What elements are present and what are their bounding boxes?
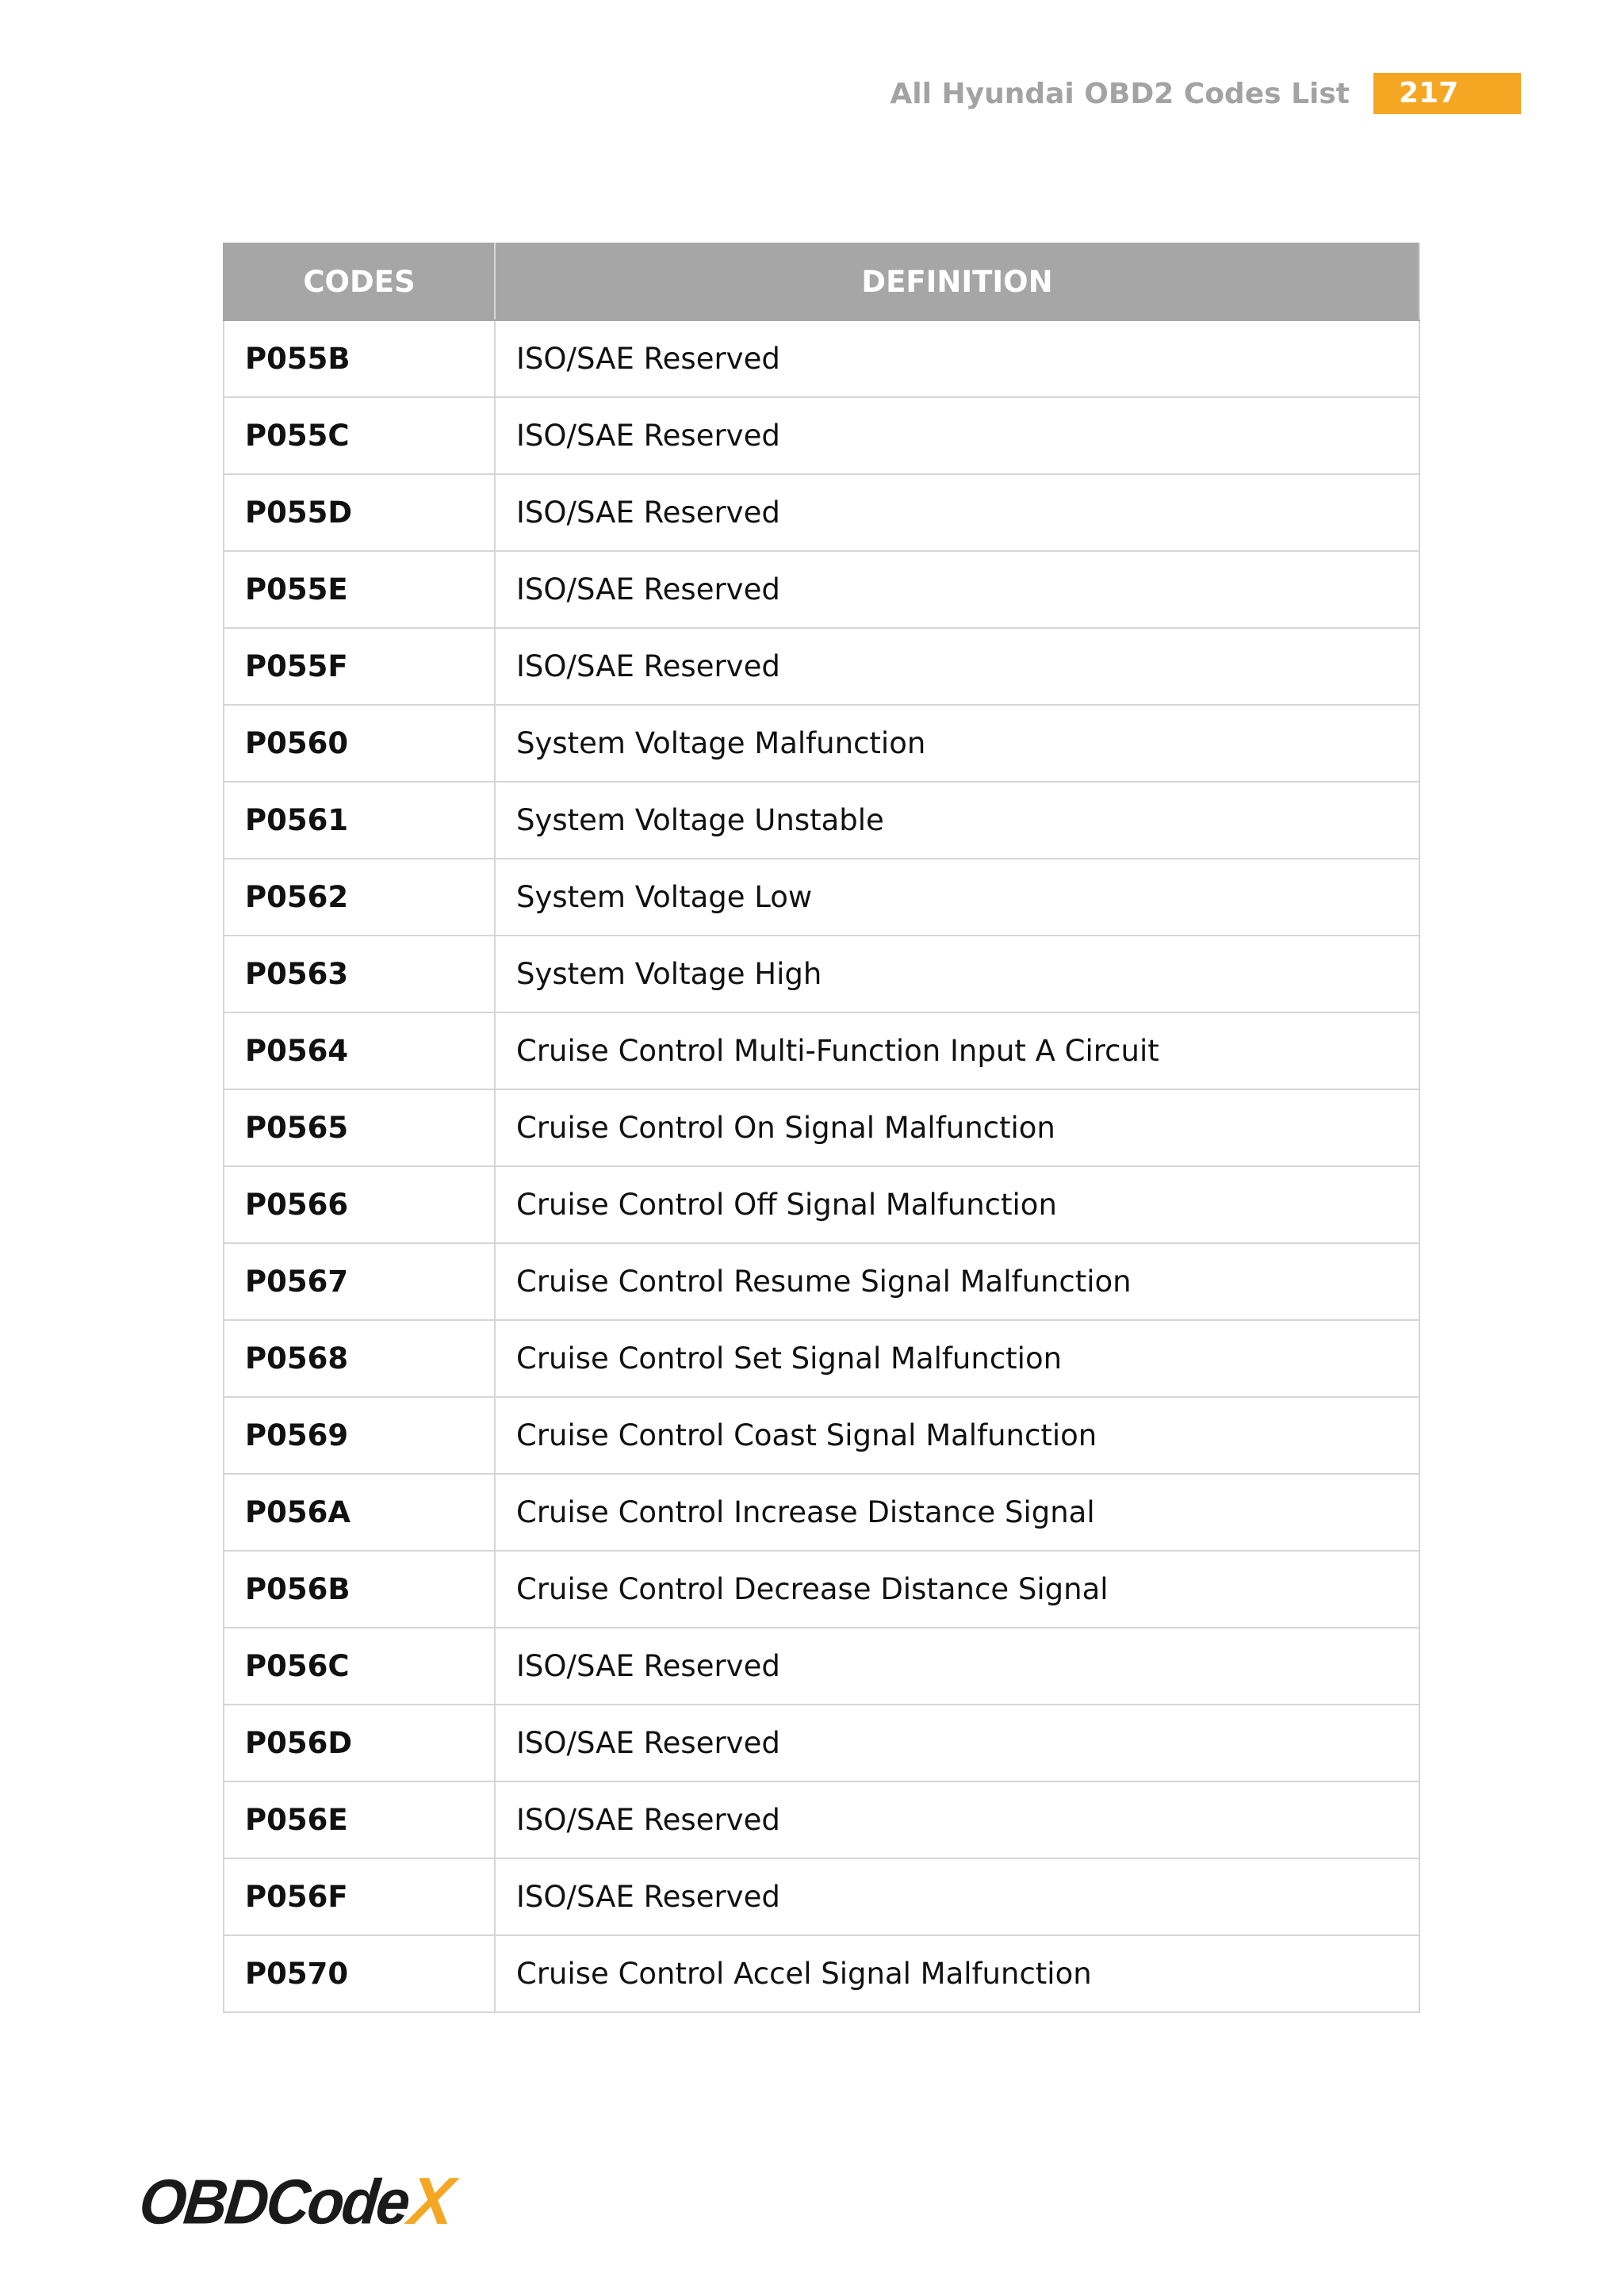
code-cell: P056C [224,1628,495,1705]
table-header-row [224,243,1419,320]
code-cell: P056E [224,1781,495,1858]
code-cell: P055D [224,474,495,551]
table-row [224,320,1419,397]
definition-cell: ISO/SAE Reserved [495,1705,1419,1781]
definition-cell: System Voltage Unstable [495,782,1419,859]
code-cell: P0564 [224,1012,495,1089]
document-title: All Hyundai OBD2 Codes List [890,77,1350,110]
code-cell: P056D [224,1705,495,1781]
table-row [224,551,1419,628]
definition-cell: ISO/SAE Reserved [495,320,1419,397]
table-row [224,936,1419,1012]
table-row [224,1474,1419,1551]
page-header [890,73,1521,114]
table-row [224,1012,1419,1089]
definition-cell: ISO/SAE Reserved [495,1628,1419,1705]
table-body [224,320,1419,2012]
code-cell: P0568 [224,1320,495,1397]
definition-cell: Cruise Control Coast Signal Malfunction [495,1397,1419,1474]
definition-cell: ISO/SAE Reserved [495,397,1419,474]
codes-table [223,243,1420,2013]
table-row [224,1858,1419,1935]
definition-cell: Cruise Control Increase Distance Signal [495,1474,1419,1551]
table-row [224,474,1419,551]
code-cell: P055E [224,551,495,628]
definition-cell: Cruise Control Decrease Distance Signal [495,1551,1419,1628]
code-cell: P055F [224,628,495,705]
code-cell: P055C [224,397,495,474]
definition-cell: Cruise Control Multi-Function Input A Circuit [495,1012,1419,1089]
column-header-codes: CODES [224,243,495,320]
page-number-badge: 217 [1373,73,1521,114]
definition-cell: ISO/SAE Reserved [495,1781,1419,1858]
code-cell: P056A [224,1474,495,1551]
table-row [224,1397,1419,1474]
definition-cell: System Voltage High [495,936,1419,1012]
definition-cell: System Voltage Malfunction [495,705,1419,782]
code-cell: P0570 [224,1935,495,2012]
table-row [224,628,1419,705]
code-cell: P0561 [224,782,495,859]
definition-cell: Cruise Control On Signal Malfunction [495,1089,1419,1166]
table-row [224,1935,1419,2012]
code-cell: P0562 [224,859,495,936]
logo-x-mark: X [405,2164,458,2238]
definition-cell: System Voltage Low [495,859,1419,936]
code-cell: P056F [224,1858,495,1935]
definition-cell: Cruise Control Set Signal Malfunction [495,1320,1419,1397]
code-cell: P0567 [224,1243,495,1320]
table-row [224,782,1419,859]
definition-cell: ISO/SAE Reserved [495,474,1419,551]
logo-wordmark: OBDCode [136,2166,412,2238]
table-row [224,397,1419,474]
code-cell: P0569 [224,1397,495,1474]
table-row [224,859,1419,936]
code-cell: P055B [224,320,495,397]
definition-cell: ISO/SAE Reserved [495,1858,1419,1935]
table-row [224,1551,1419,1628]
definition-cell: Cruise Control Off Signal Malfunction [495,1166,1419,1243]
code-cell: P0563 [224,936,495,1012]
code-cell: P0566 [224,1166,495,1243]
code-cell: P0565 [224,1089,495,1166]
table-row [224,1166,1419,1243]
table-row [224,1320,1419,1397]
table-row [224,1781,1419,1858]
definition-cell: ISO/SAE Reserved [495,551,1419,628]
table-row [224,1089,1419,1166]
definition-cell: Cruise Control Resume Signal Malfunction [495,1243,1419,1320]
code-cell: P0560 [224,705,495,782]
code-cell: P056B [224,1551,495,1628]
definition-cell: ISO/SAE Reserved [495,628,1419,705]
table-row [224,1628,1419,1705]
definition-cell: Cruise Control Accel Signal Malfunction [495,1935,1419,2012]
table-row [224,1243,1419,1320]
table-row [224,1705,1419,1781]
obdcodex-logo [136,2164,458,2238]
table-row [224,705,1419,782]
column-header-definition: DEFINITION [495,243,1419,320]
